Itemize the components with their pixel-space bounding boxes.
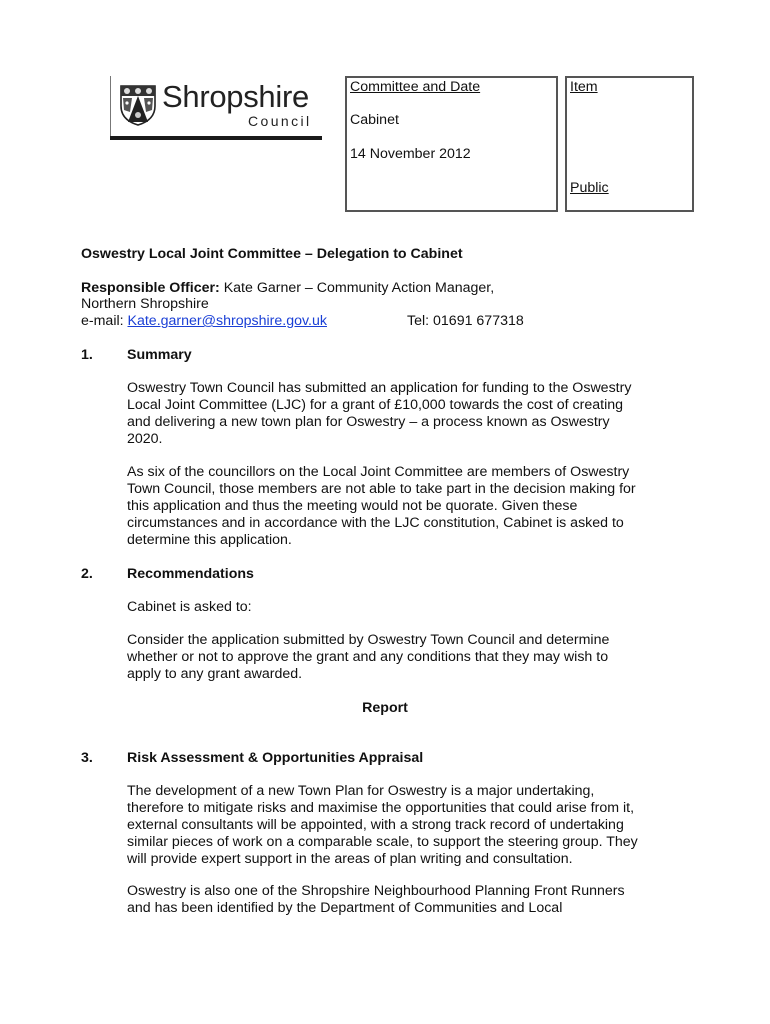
item-label: Item	[570, 79, 598, 95]
text-line: similar pieces of work on a comparable scale, to support the steering group. They	[127, 834, 638, 850]
text-line: Consider the application submitted by Oswestry Town Council and determine	[127, 632, 610, 648]
report-heading-text: Report	[362, 700, 408, 716]
officer-label: Responsible Officer:	[81, 280, 220, 296]
logo-underline	[110, 136, 322, 140]
shropshire-council-logo	[108, 76, 318, 140]
logo-divider-vertical	[110, 76, 111, 136]
officer-name-role: Kate Garner – Community Action Manager,	[219, 280, 495, 296]
section-1-heading: Summary	[127, 347, 192, 363]
section-3-heading: Risk Assessment & Opportunities Appraisal	[127, 750, 424, 766]
text-line: Town Council, those members are not able to take part in the decision making for	[127, 481, 636, 497]
section-2-number: 2.	[81, 566, 93, 582]
section-2-paragraph-1	[127, 599, 697, 616]
document-title: Oswestry Local Joint Committee – Delegation to Cabinet	[81, 246, 463, 262]
text-line: whether or not to approve the grant and any conditions that they may wish to	[127, 649, 609, 665]
text-line: circumstances and in accordance with the LJC constitution, Cabinet is asked to	[127, 515, 624, 531]
officer-area: Northern Shropshire	[81, 296, 209, 312]
section-1-paragraph-2	[127, 464, 697, 549]
crest-shield-icon	[120, 84, 156, 126]
committee-date-label: Committee and Date	[350, 79, 481, 95]
section-3-paragraph-1	[127, 783, 697, 868]
meeting-date: 14 November 2012	[350, 146, 471, 162]
classification-label: Public	[570, 180, 609, 196]
text-line: Oswestry Town Council has submitted an application for funding to the Oswestry	[127, 380, 632, 396]
text-line: Cabinet is asked to:	[127, 599, 252, 615]
text-line: and delivering a new town plan for Oswestry – a process known as Oswestry	[127, 414, 610, 430]
text-line: Local Joint Committee (LJC) for a grant of £10,000 towards the cost of creating	[127, 397, 624, 413]
email-label: e-mail:	[81, 313, 128, 329]
text-line: therefore to mitigate risks and maximise the opportunities that could arise from it,	[127, 800, 635, 816]
logo-sub-text: Council	[248, 113, 312, 129]
section-3-paragraph-2	[127, 883, 697, 917]
committee-date-box	[345, 76, 558, 212]
text-line: this application and thus the meeting would not be quorate. Given these	[127, 498, 578, 514]
text-line: The development of a new Town Plan for Oswestry is a major undertaking,	[127, 783, 595, 799]
section-2-heading: Recommendations	[127, 566, 254, 582]
section-3-number: 3.	[81, 750, 93, 766]
telephone: Tel: 01691 677318	[407, 313, 524, 329]
responsible-officer	[81, 280, 494, 297]
contact-line	[81, 313, 327, 330]
section-2-paragraph-2	[127, 632, 697, 683]
item-box	[565, 76, 694, 212]
text-line: and has been identified by the Department of Communities and Local	[127, 900, 563, 916]
text-line: will provide expert support in the areas of plan writing and consultation.	[127, 851, 573, 867]
section-1-paragraph-1	[127, 380, 697, 448]
text-line: 2020.	[127, 431, 163, 447]
text-line: Oswestry is also one of the Shropshire Neighbourhood Planning Front Runners	[127, 883, 625, 899]
committee-name: Cabinet	[350, 112, 399, 128]
text-line: external consultants will be appointed, with a strong track record of undertaking	[127, 817, 624, 833]
text-line: As six of the councillors on the Local Joint Committee are members of Oswestry	[127, 464, 630, 480]
report-heading	[0, 700, 770, 717]
text-line: apply to any grant awarded.	[127, 666, 303, 682]
logo-brand-text: Shropshire	[162, 79, 309, 114]
text-line: determine this application.	[127, 532, 292, 548]
section-1-number: 1.	[81, 347, 93, 363]
email-link[interactable]: Kate.garner@shropshire.gov.uk	[127, 313, 327, 329]
